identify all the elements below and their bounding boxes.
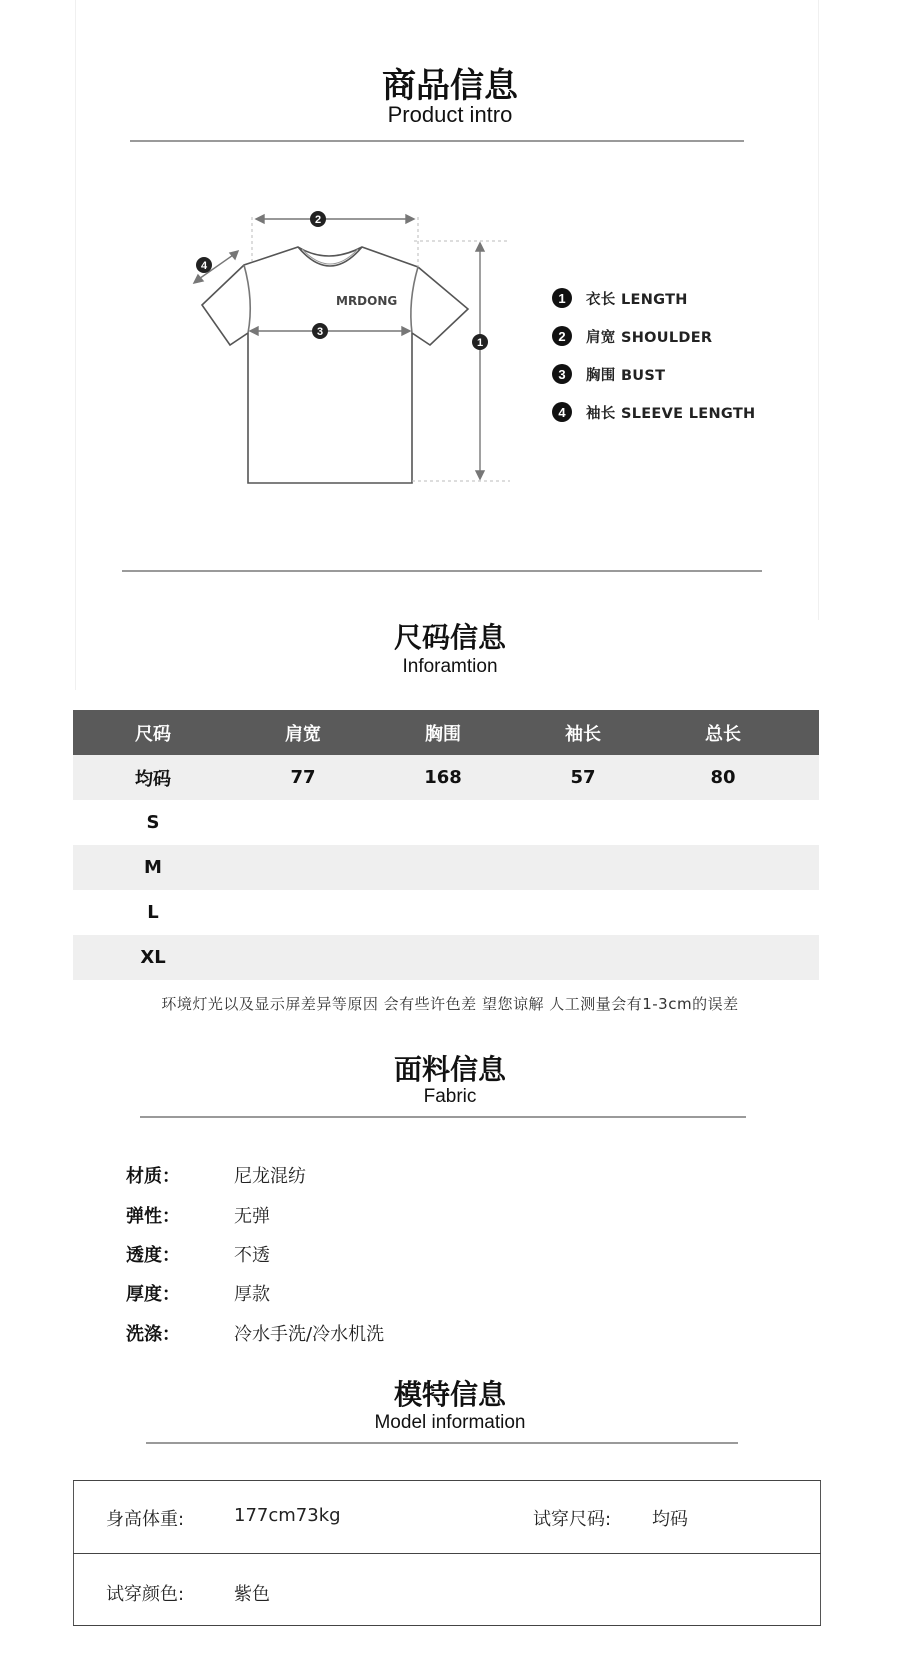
model-subtitle: Model information	[374, 1412, 526, 1433]
table-row	[73, 890, 819, 935]
table-row	[73, 755, 819, 800]
cell-size: S	[146, 812, 160, 833]
fabric-subtitle: Fabric	[423, 1086, 477, 1107]
model-box-bottom-line	[73, 1625, 821, 1626]
legend-label: 胸围 BUST	[586, 367, 666, 384]
fabric-washing-value: 冷水手洗/冷水机洗	[234, 1324, 385, 1345]
shirt-print-text: MRDONG	[336, 294, 398, 308]
cell-size: 均码	[135, 768, 171, 790]
number-3-icon: 3	[552, 364, 572, 384]
header-length: 总长	[705, 723, 741, 745]
size-table	[73, 710, 819, 980]
model-box-top-line	[73, 1480, 821, 1481]
try-color-value: 紫色	[234, 1584, 270, 1605]
try-size-label: 试穿尺码:	[533, 1509, 612, 1530]
fabric-material-value: 尼龙混纺	[234, 1166, 306, 1187]
fabric-washing-label: 洗涤：	[126, 1324, 180, 1345]
number-2-icon: 2	[552, 326, 572, 346]
header-bust: 胸围	[425, 723, 461, 745]
legend-item-shoulder	[552, 324, 712, 348]
cell-size: M	[144, 857, 162, 878]
cell-size: XL	[140, 947, 166, 968]
fabric-material-label: 材质：	[126, 1166, 180, 1187]
cell-size: L	[147, 902, 159, 923]
legend-label: 肩宽 SHOULDER	[586, 329, 713, 346]
table-row	[73, 845, 819, 890]
height-weight-label: 身高体重:	[106, 1509, 185, 1530]
legend-label: 袖长 SLEEVE LENGTH	[586, 405, 756, 422]
size-info-title: 尺码信息	[393, 621, 506, 654]
product-intro-title: 商品信息	[382, 66, 518, 106]
fabric-thickness-label: 厚度：	[126, 1284, 180, 1305]
cell-length: 80	[710, 767, 736, 788]
product-intro-divider	[130, 140, 744, 142]
fabric-thickness-value: 厚款	[234, 1284, 270, 1305]
header-size: 尺码	[135, 723, 171, 745]
cell-bust: 168	[424, 767, 462, 788]
header-shoulder: 肩宽	[285, 723, 321, 745]
fabric-title: 面料信息	[393, 1053, 506, 1086]
cell-shoulder: 77	[290, 767, 316, 788]
svg-text:1: 1	[476, 337, 484, 349]
model-title: 模特信息	[393, 1378, 506, 1411]
fabric-elasticity-label: 弹性：	[126, 1206, 180, 1227]
measurement-note: 环境灯光以及显示屏差异等原因 会有些许色差 望您谅解 人工测量会有1-3cm的误差	[161, 995, 739, 1013]
try-color-label: 试穿颜色:	[106, 1584, 185, 1605]
fabric-transparency-label: 透度：	[126, 1245, 180, 1266]
fabric-transparency-value: 不透	[234, 1245, 270, 1266]
number-4-icon: 4	[552, 402, 572, 422]
cell-sleeve: 57	[570, 767, 596, 788]
model-divider	[146, 1442, 738, 1444]
model-box-mid-line	[73, 1553, 821, 1554]
tshirt-outline	[202, 247, 468, 483]
legend-item-bust	[552, 362, 665, 386]
fabric-elasticity-value: 无弹	[234, 1206, 270, 1227]
legend-item-length	[552, 286, 688, 310]
svg-text:4: 4	[200, 260, 208, 272]
try-size-value: 均码	[652, 1509, 688, 1530]
diagram-divider	[122, 570, 762, 572]
legend-label: 衣长 LENGTH	[586, 291, 688, 308]
svg-text:2: 2	[314, 214, 322, 226]
size-table-header	[73, 710, 819, 755]
number-1-icon: 1	[552, 288, 572, 308]
table-row	[73, 935, 819, 980]
legend-item-sleeve	[552, 400, 755, 424]
table-row	[73, 800, 819, 845]
fabric-divider	[140, 1116, 746, 1118]
tshirt-diagram	[180, 205, 530, 505]
svg-text:3: 3	[316, 326, 324, 338]
header-sleeve: 袖长	[565, 723, 601, 745]
product-intro-subtitle: Product intro	[387, 102, 513, 127]
height-weight-value: 177cm73kg	[234, 1505, 341, 1526]
size-info-subtitle: Inforamtion	[402, 656, 498, 677]
